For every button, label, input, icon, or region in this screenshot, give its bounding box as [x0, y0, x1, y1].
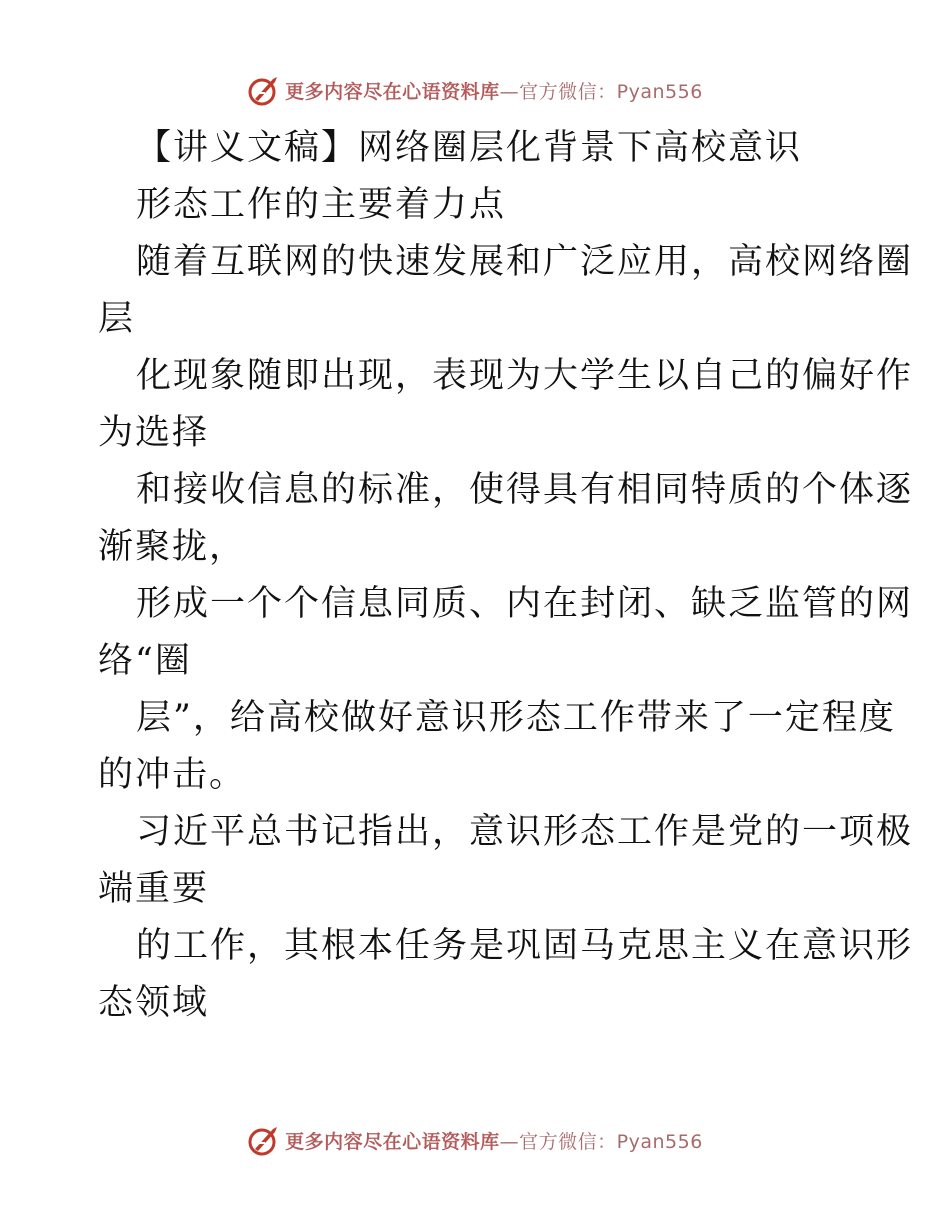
header-banner: [0, 70, 950, 110]
banner-main-text: 更多内容尽在心语资料库: [285, 1130, 500, 1153]
text-line: 的工作，其根本任务是巩固马克思主义在意识形: [136, 926, 914, 966]
footer-banner: [0, 1120, 950, 1160]
text-line: 习近平总书记指出，意识形态工作是党的一项极: [136, 812, 914, 852]
text-line: 层”，给高校做好意识形态工作带来了一定程度: [136, 698, 896, 738]
text-line: 络“圈: [98, 641, 192, 681]
text-line: 为选择: [98, 413, 210, 453]
text-line: 形成一个个信息同质、内在封闭、缺乏监管的网: [136, 584, 914, 624]
text-line: 形态工作的主要着力点: [136, 185, 507, 225]
text-line: 态领域: [98, 983, 210, 1023]
text-line: 渐聚拢，: [98, 527, 247, 567]
banner-sub-text: —官方微信：Pyan556: [499, 80, 703, 103]
banner-main-text: 更多内容尽在心语资料库: [285, 80, 500, 103]
document-body: [98, 120, 914, 1032]
banner-text: [285, 1127, 703, 1154]
text-line: 端重要: [98, 869, 210, 909]
text-line: 【讲义文稿】网络圈层化背景下高校意识: [136, 128, 803, 168]
banner-text: [285, 77, 703, 104]
text-line: 和接收信息的标准，使得具有相同特质的个体逐: [136, 470, 914, 510]
banner-sub-text: —官方微信：Pyan556: [499, 1130, 703, 1153]
text-line: 的冲击。: [98, 755, 247, 795]
text-line: 化现象随即出现，表现为大学生以自己的偏好作: [136, 356, 914, 396]
text-line: 随着互联网的快速发展和广泛应用，高校网络圈: [136, 242, 914, 282]
text-line: 层: [98, 299, 136, 339]
quill-pen-logo-icon: [247, 73, 281, 107]
quill-pen-logo-icon: [247, 1123, 281, 1157]
